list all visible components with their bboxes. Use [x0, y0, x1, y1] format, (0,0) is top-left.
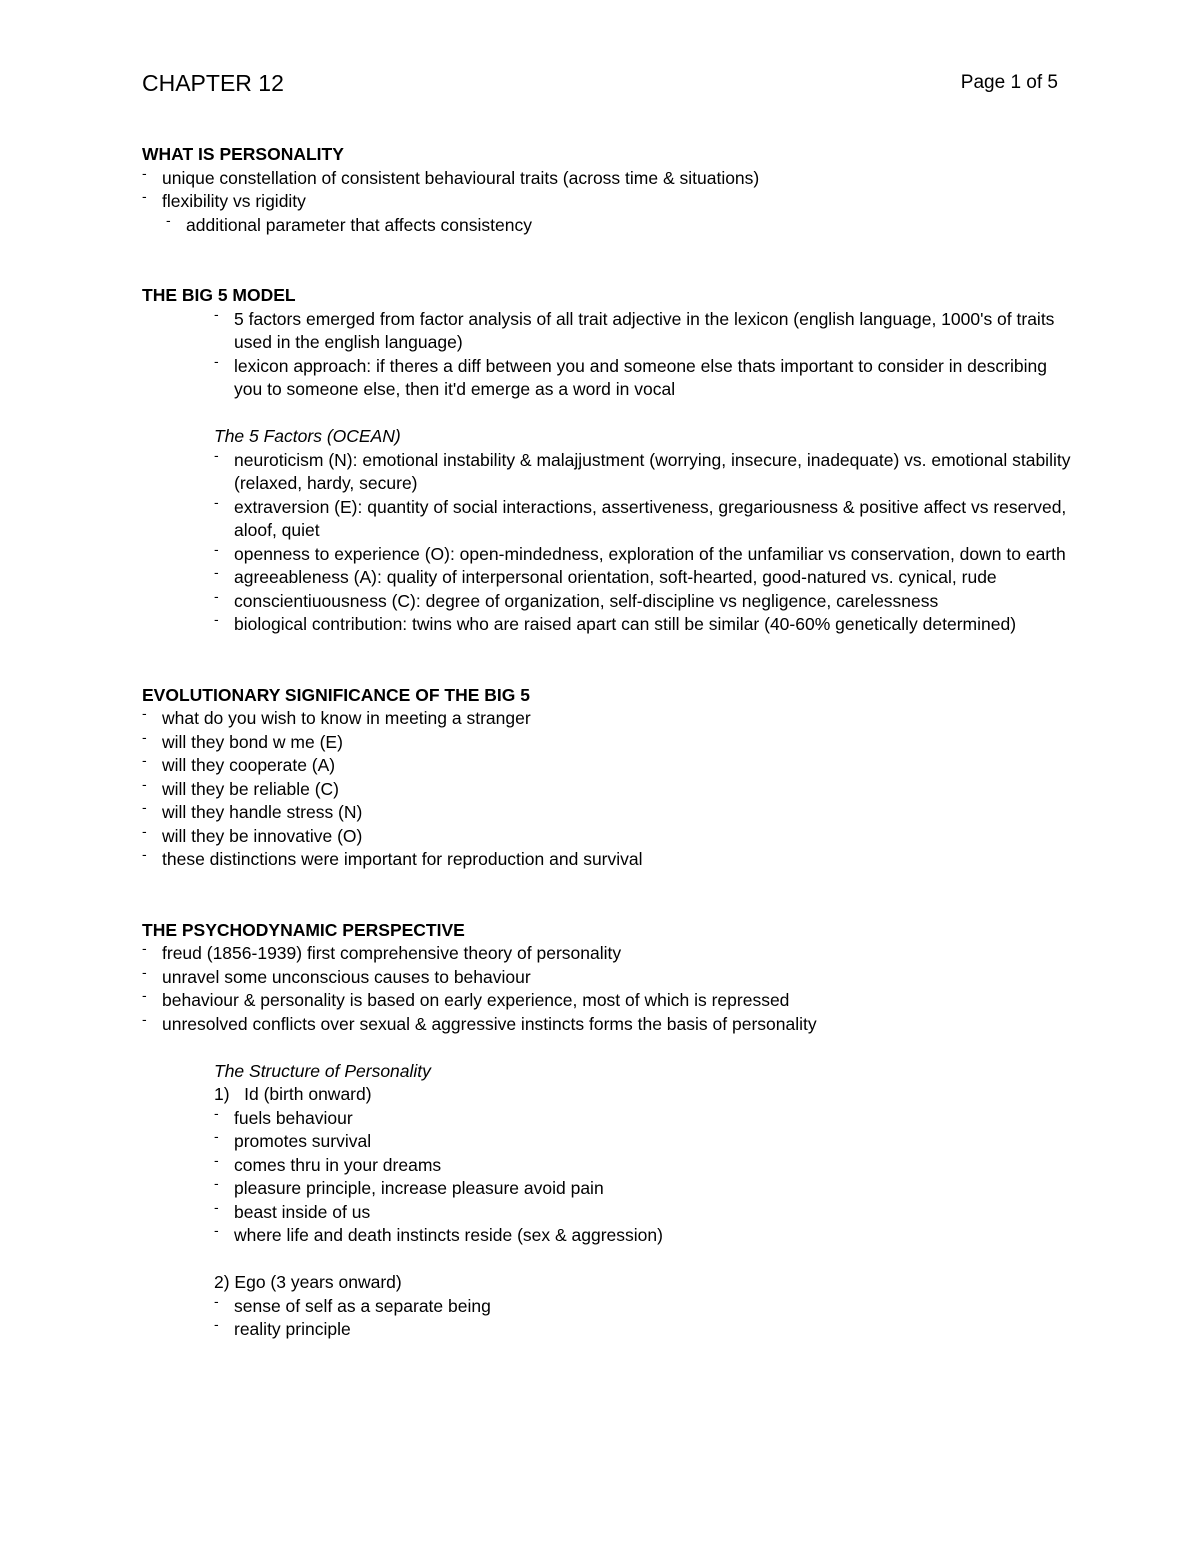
id-item: - promotes survival — [214, 1130, 1072, 1154]
id-item: - pleasure principle, increase pleasure avoid pain — [214, 1177, 1072, 1201]
bullet-item: - unresolved conflicts over sexual & aggressive instincts forms the basis of personality — [142, 1013, 1072, 1037]
id-item: - comes thru in your dreams — [214, 1154, 1072, 1178]
sub-bullet-item: - additional parameter that affects consistency — [166, 214, 1072, 238]
id-item: - beast inside of us — [214, 1201, 1072, 1225]
factor-item: - extraversion (E): quantity of social interactions, assertiveness, gregariousness & positive affect vs reserved, aloof, quiet — [214, 496, 1072, 543]
page-number: Page 1 of 5 — [960, 72, 1058, 93]
factor-item: - biological contribution: twins who are raised apart can still be similar (40-60% genetically determined) — [214, 613, 1072, 637]
bullet-item: - what do you wish to know in meeting a stranger — [142, 707, 1072, 731]
bullet-item: - will they cooperate (A) — [142, 754, 1072, 778]
ego-heading: 2) Ego (3 years onward) — [214, 1272, 402, 1292]
id-item: - fuels behaviour — [214, 1107, 1072, 1131]
id-item: - where life and death instincts reside (sex & aggression) — [214, 1224, 1072, 1248]
subsection-title-structure: The Structure of Personality — [214, 1060, 431, 1081]
bullet-item: - 5 factors emerged from factor analysis of all trait adjective in the lexicon (english language, 1000's of traits used in the english language) — [214, 308, 1072, 355]
section-title-personality: WHAT IS PERSONALITY — [142, 144, 344, 164]
section-title-big5: THE BIG 5 MODEL — [142, 285, 296, 305]
bullet-item: - will they bond w me (E) — [142, 731, 1072, 755]
bullet-item: - unique constellation of consistent behavioural traits (across time & situations) — [142, 167, 1072, 191]
factor-item: - conscientiuousness (C): degree of organization, self-discipline vs negligence, carelessness — [214, 590, 1072, 614]
subsection-title-factors: The 5 Factors (OCEAN) — [214, 426, 401, 446]
bullet-item: - freud (1856-1939) first comprehensive theory of personality — [142, 942, 1072, 966]
id-heading: 1) Id (birth onward) — [214, 1084, 372, 1104]
bullet-item: - flexibility vs rigidity — [142, 190, 1072, 214]
bullet-item: - behaviour & personality is based on early experience, most of which is repressed — [142, 989, 1072, 1013]
bullet-item: - will they handle stress (N) — [142, 801, 1072, 825]
chapter-heading: CHAPTER 12 — [142, 70, 284, 96]
bullet-item: - will they be innovative (O) — [142, 825, 1072, 849]
factor-item: - openness to experience (O): open-mindedness, exploration of the unfamiliar vs conservation, down to earth — [214, 543, 1072, 567]
bullet-item: - will they be reliable (C) — [142, 778, 1072, 802]
bullet-item: - lexicon approach: if theres a diff between you and someone else thats important to consider in describing you to someone else, then it'd emerge as a word in vocal — [214, 355, 1072, 402]
bullet-item: - these distinctions were important for reproduction and survival — [142, 848, 1072, 872]
bullet-item: - unravel some unconscious causes to behaviour — [142, 966, 1072, 990]
section-title-psychodynamic: THE PSYCHODYNAMIC PERSPECTIVE — [142, 919, 465, 940]
notes-body — [142, 143, 1072, 1342]
ego-item: - reality principle — [214, 1318, 1072, 1342]
ego-item: - sense of self as a separate being — [214, 1295, 1072, 1319]
factor-item: - agreeableness (A): quality of interpersonal orientation, soft-hearted, good-natured vs. cynical, rude — [214, 566, 1072, 590]
section-title-evolutionary: EVOLUTIONARY SIGNIFICANCE OF THE BIG 5 — [142, 684, 530, 705]
factor-item: - neuroticism (N): emotional instability & malajjustment (worrying, insecure, inadequate) vs. emotional stability (relaxed, hardy, secure) — [214, 449, 1072, 496]
